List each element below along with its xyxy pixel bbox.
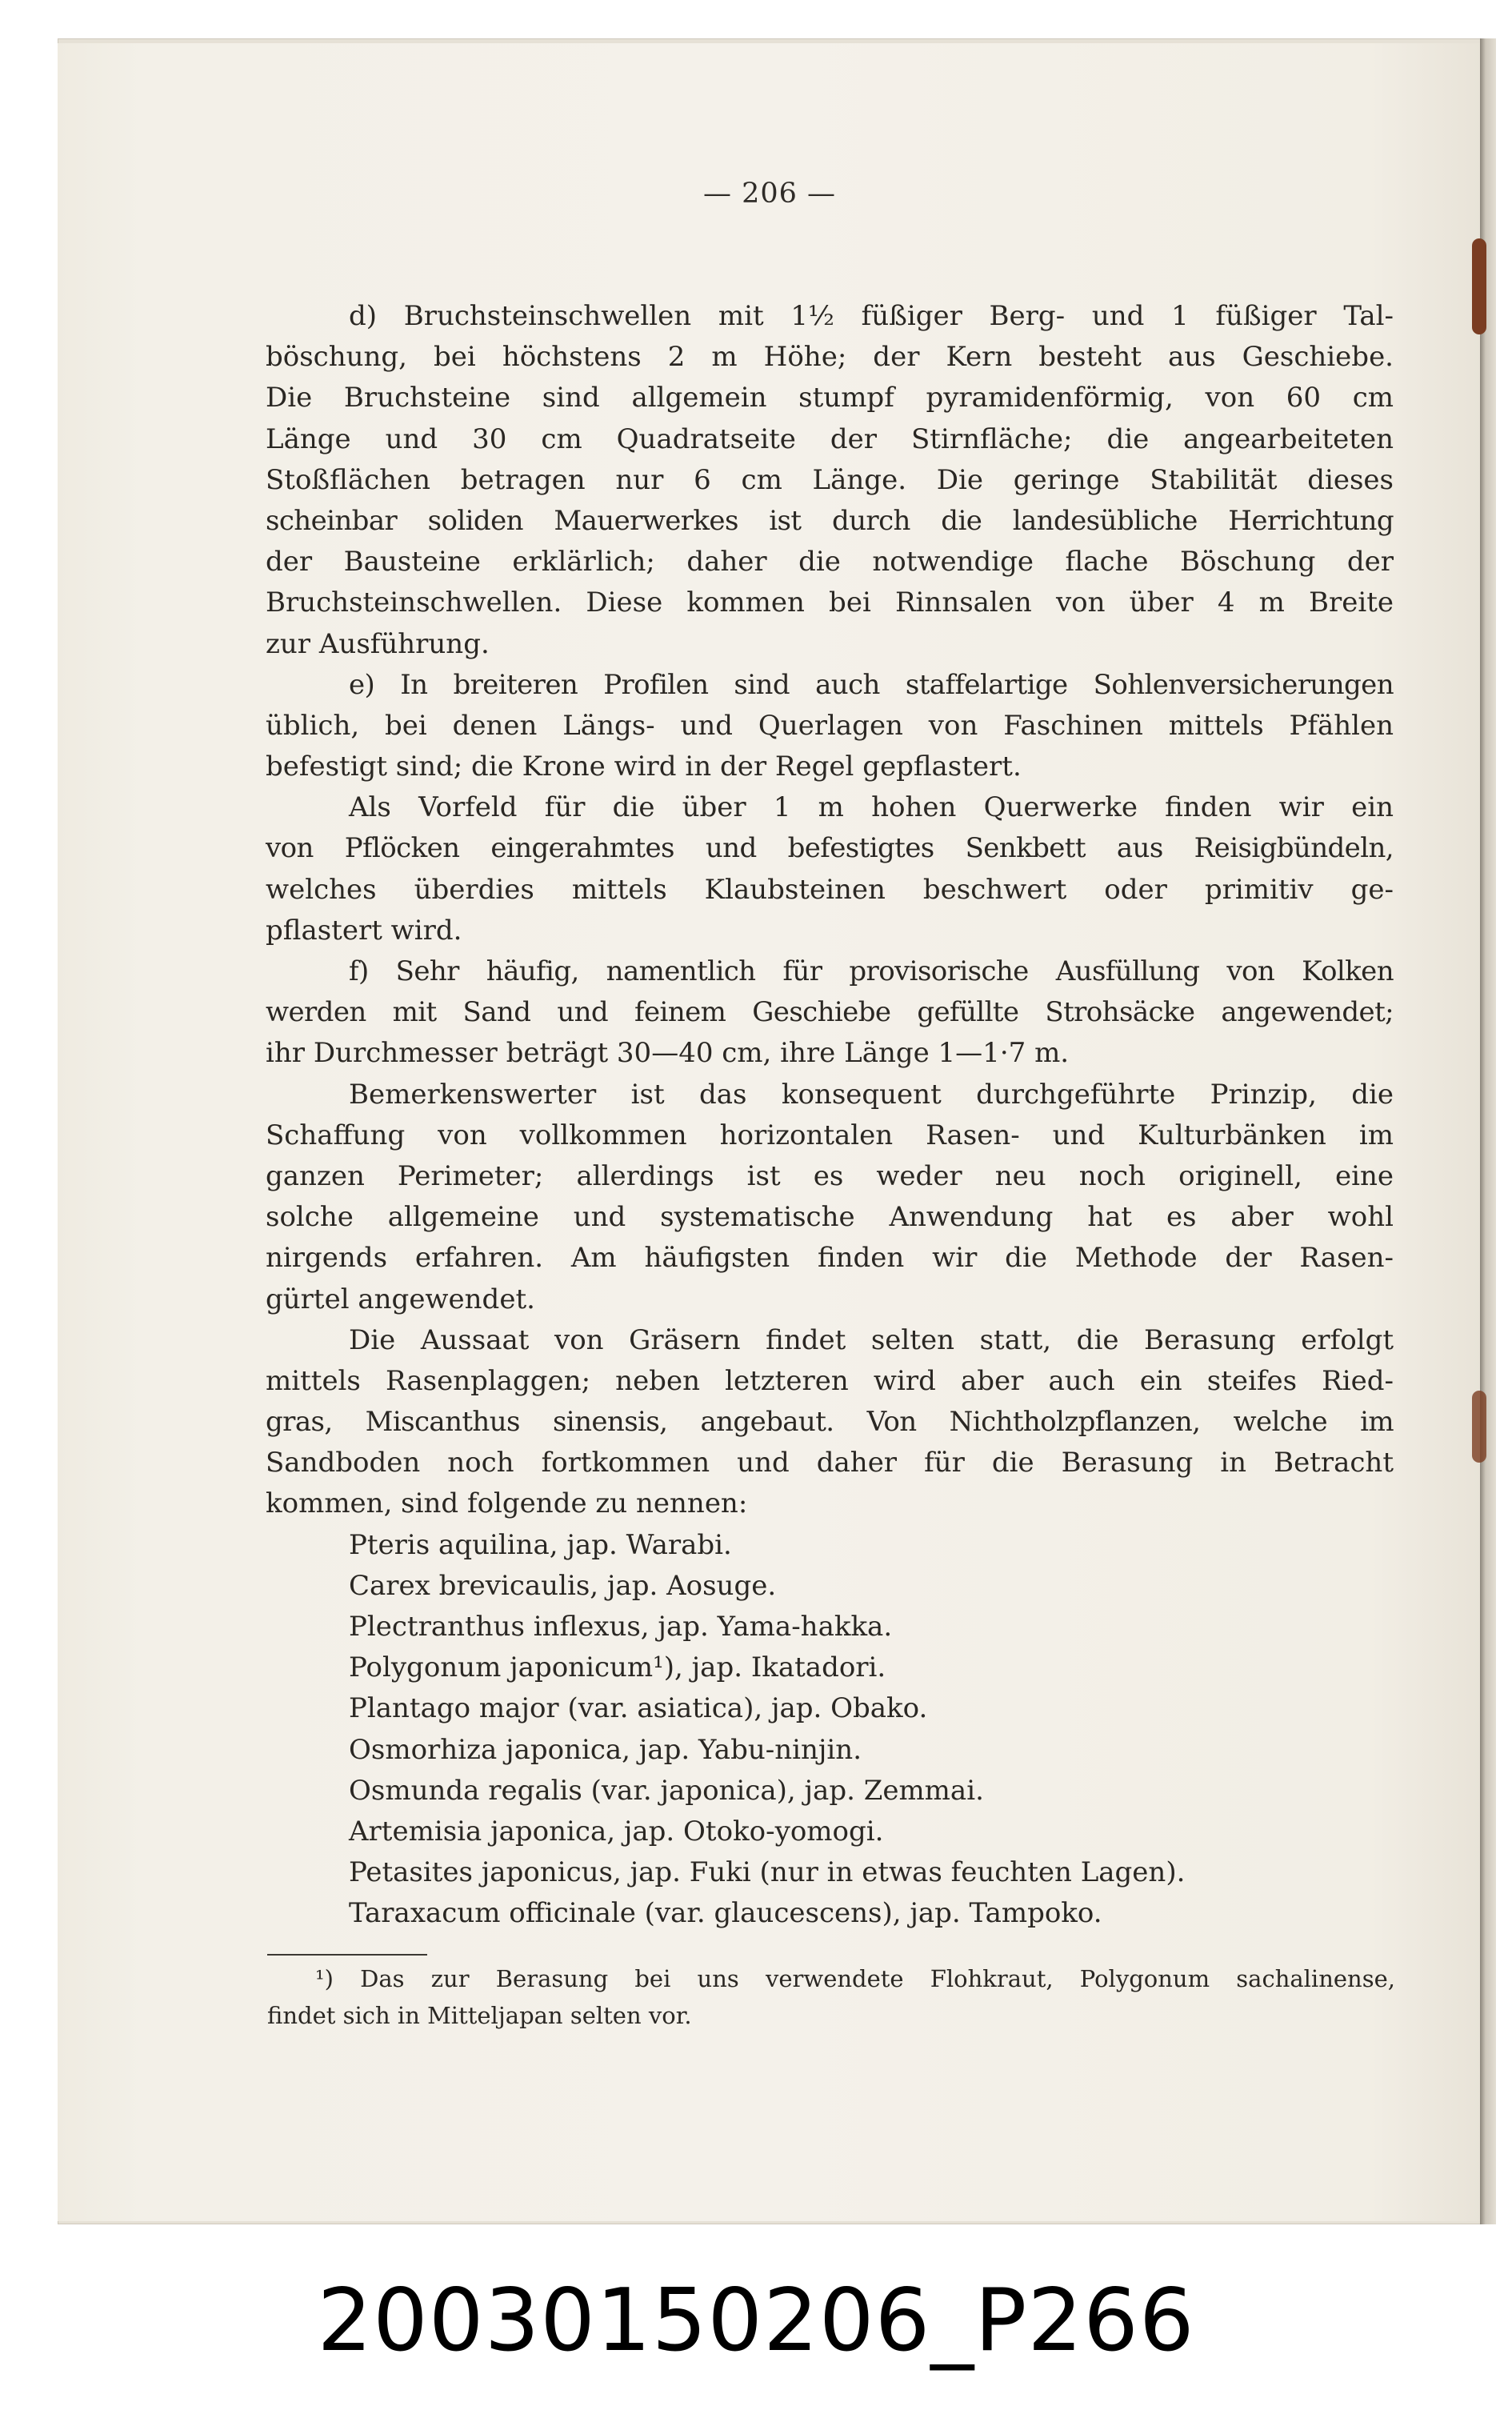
text-line: üblich, bei denen Längs- und Querlagen von Faschinen mittels Pfählen (266, 709, 1394, 742)
book-spine-edge (1480, 38, 1496, 2224)
archive-id-label: 20030150206_P266 (317, 2271, 1195, 2371)
text-line: Bemerkenswerter ist das konsequent durchgeführte Prinzip, die (349, 1078, 1394, 1111)
text-line: Die Aussaat von Gräsern findet selten statt, die Berasung erfolgt (349, 1323, 1394, 1356)
text-line: Schaffung von vollkommen horizontalen Rasen- und Kulturbänken im (266, 1119, 1394, 1151)
footnotes (267, 1960, 1395, 2034)
text-line: solche allgemeine und systematische Anwendung hat es aber wohl (266, 1201, 1394, 1234)
text-line: Bruchsteinschwellen. Diese kommen bei Rinnsalen von über 4 m Breite (266, 586, 1394, 619)
text-line: ihr Durchmesser beträgt 30—40 cm, ihre Länge 1—1·7 m. (266, 1037, 1070, 1070)
text-line: gras, Miscanthus sinensis, angebaut. Von Nichtholzpflanzen, welche im (266, 1406, 1394, 1439)
text-line: mittels Rasenplaggen; neben letzteren wird aber auch ein steifes Ried- (266, 1364, 1394, 1397)
text-line: von Pflöcken eingerahmtes und befestigtes Senkbett aus Reisigbündeln, (266, 832, 1394, 865)
text-line: Sandboden noch fortkommen und daher für die Berasung in Betracht (266, 1447, 1394, 1479)
text-line: Länge und 30 cm Quadratseite der Stirnfläche; die angearbeiteten (266, 422, 1394, 455)
text-line: d) Bruchsteinschwellen mit 1½ füßiger Berg- und 1 füßiger Tal- (349, 300, 1394, 332)
text-line: ganzen Perimeter; allerdings ist es weder neu noch originell, eine (266, 1159, 1394, 1192)
text-line: Taraxacum officinale (var. glaucescens), jap. Tampoko. (349, 1897, 1102, 1930)
page-number: — 206 — (702, 178, 837, 210)
body-text (266, 296, 1394, 1935)
text-line: nirgends erfahren. Am häufigsten finden wir die Methode der Rasen- (266, 1242, 1394, 1275)
text-line: Osmorhiza japonica, jap. Yabu-ninjin. (349, 1733, 862, 1766)
footnote-rule (267, 1954, 427, 1956)
text-line: kommen, sind folgende zu nennen: (266, 1487, 748, 1520)
text-line: Plectranthus inflexus, jap. Yama-hakka. (349, 1611, 893, 1643)
footnote-line: findet sich in Mitteljapan selten vor. (267, 2002, 692, 2029)
text-line: f) Sehr häufig, namentlich für provisorische Ausfüllung von Kolken (349, 955, 1394, 987)
text-line: Polygonum japonicum¹), jap. Ikatadori. (349, 1651, 886, 1684)
paper-sheet (58, 43, 1484, 2221)
text-line: Artemisia japonica, jap. Otoko-yomogi. (349, 1815, 884, 1848)
text-line: zur Ausführung. (266, 627, 490, 660)
text-line: e) In breiteren Profilen sind auch staffelartige Sohlenversicherungen (349, 668, 1394, 701)
text-line: Die Bruchsteine sind allgemein stumpf pyramidenförmig, von 60 cm (266, 382, 1394, 414)
text-line: werden mit Sand und feinem Geschiebe gefüllte Strohsäcke angewendet; (266, 996, 1394, 1029)
text-line: der Bausteine erklärlich; daher die notwendige flache Böschung der (266, 546, 1394, 578)
spine-mark (1472, 238, 1486, 334)
text-line: böschung, bei höchstens 2 m Höhe; der Kern besteht aus Geschiebe. (266, 341, 1394, 374)
text-line: befestigt sind; die Krone wird in der Regel gepflastert. (266, 751, 1022, 783)
text-line: pflastert wird. (266, 914, 462, 947)
text-line: Als Vorfeld für die über 1 m hohen Querwerke finden wir ein (349, 791, 1394, 824)
scanned-page (58, 38, 1491, 2224)
text-line: Plantago major (var. asiatica), jap. Obako. (349, 1692, 928, 1725)
text-line: Petasites japonicus, jap. Fuki (nur in etwas feuchten Lagen). (349, 1856, 1186, 1889)
text-line: Stoßflächen betragen nur 6 cm Länge. Die geringe Stabilität dieses (266, 463, 1394, 496)
text-line: scheinbar soliden Mauerwerkes ist durch die landesübliche Herrichtung (266, 504, 1394, 537)
text-line: welches überdies mittels Klaubsteinen beschwert oder primitiv ge- (266, 873, 1394, 906)
text-line: Pteris aquilina, jap. Warabi. (349, 1528, 732, 1561)
text-line: Carex brevicaulis, jap. Aosuge. (349, 1569, 777, 1602)
text-line: Osmunda regalis (var. japonica), jap. Zemmai. (349, 1774, 984, 1807)
text-line: gürtel angewendet. (266, 1283, 535, 1315)
footnote-line: ¹) Das zur Berasung bei uns verwendete Flohkraut, Polygonum sachalinense, (315, 1965, 1395, 1992)
spine-mark (1472, 1391, 1486, 1463)
